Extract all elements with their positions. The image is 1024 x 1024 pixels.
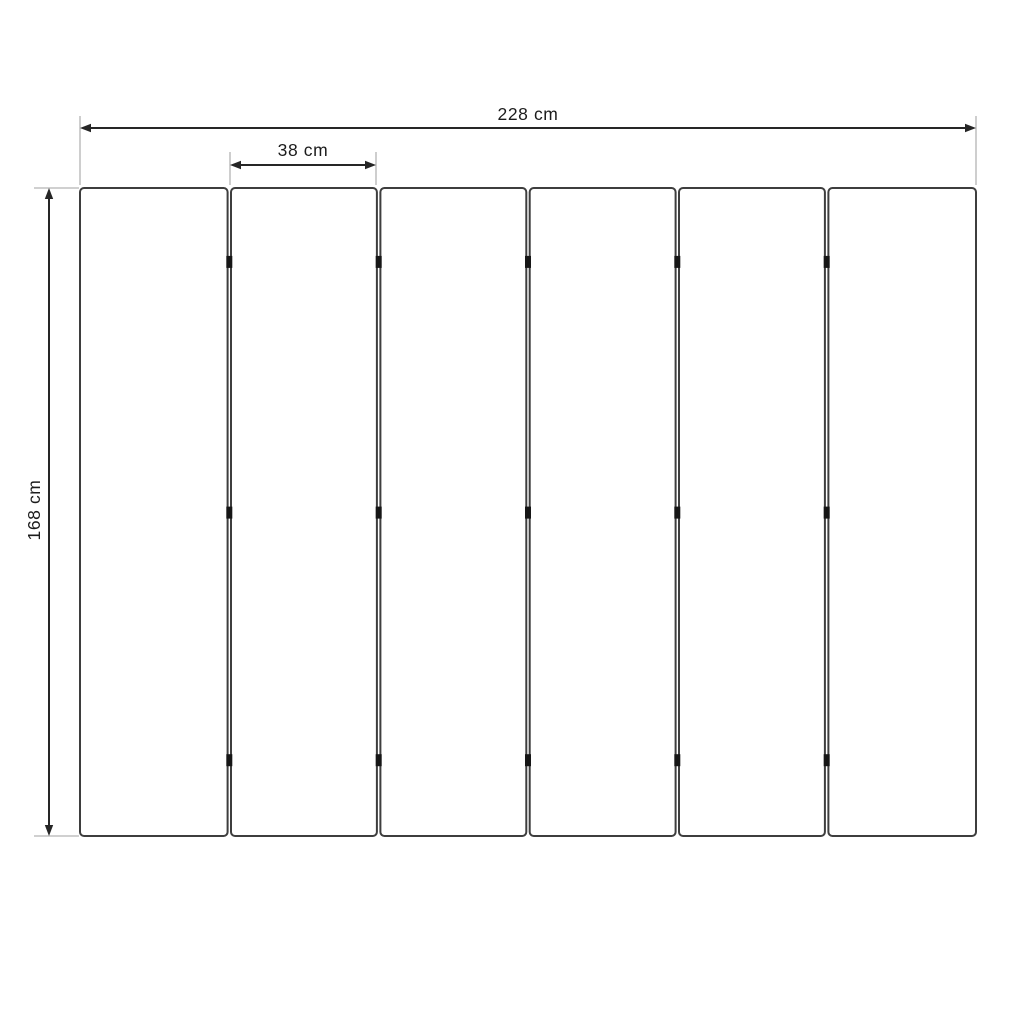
hinge: [376, 507, 382, 519]
hinge: [226, 507, 232, 519]
panel: [80, 188, 228, 836]
hinge: [525, 256, 531, 268]
panel-width-dimension: [230, 140, 376, 169]
arrowhead-down-icon: [45, 825, 53, 836]
arrowhead-right-icon: [965, 124, 976, 132]
panel: [828, 188, 976, 836]
hinge: [674, 256, 680, 268]
total-width-label: 228 cm: [497, 104, 559, 124]
hinge: [376, 754, 382, 766]
hinge: [376, 256, 382, 268]
arrowhead-up-icon: [45, 188, 53, 199]
panel-width-label: 38 cm: [277, 140, 329, 160]
panel: [380, 188, 526, 836]
height-label: 168 cm: [24, 479, 44, 541]
arrowhead-left-icon: [230, 161, 241, 169]
panel: [530, 188, 676, 836]
arrowhead-left-icon: [80, 124, 91, 132]
hinge: [824, 754, 830, 766]
hinge: [824, 507, 830, 519]
hinge: [525, 754, 531, 766]
arrowhead-right-icon: [365, 161, 376, 169]
hinge: [674, 507, 680, 519]
height-dimension: [24, 188, 53, 836]
hinge: [226, 754, 232, 766]
panel: [679, 188, 825, 836]
hinge: [824, 256, 830, 268]
panel: [231, 188, 377, 836]
total-width-dimension: [80, 104, 976, 132]
hinge: [525, 507, 531, 519]
hinge: [226, 256, 232, 268]
hinge: [674, 754, 680, 766]
